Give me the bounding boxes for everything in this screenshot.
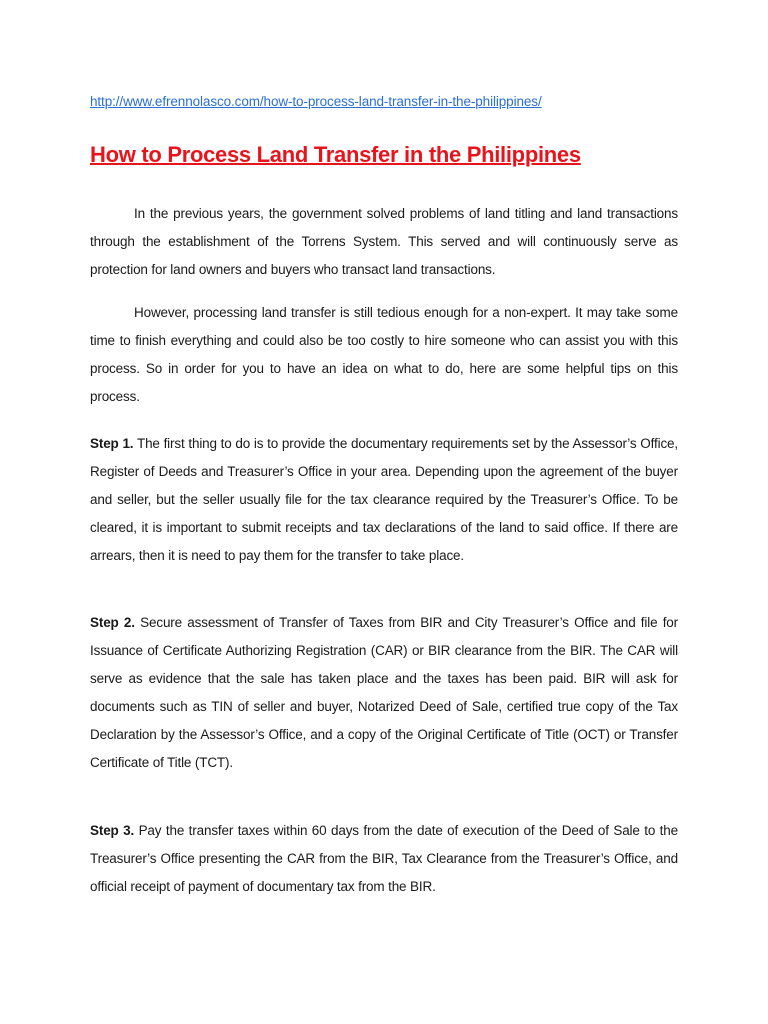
step-2-paragraph: [90, 609, 678, 777]
step-3-label: Step 3.: [90, 823, 135, 838]
step-2-text: Secure assessment of Transfer of Taxes from BIR and City Treasurer’s Office and file for Issuance of Certificate Authorizing Registration (CAR) or BIR clearance from the BIR. The CAR will serve as evidence that the sale has taken place and the taxes has been paid. BIR will ask for documents such as TIN of seller and buyer, Notarized Deed of Sale, certified true copy of the Tax Declaration by the Assessor’s Office, and a copy of the Original Certificate of Title (OCT) or Transfer Certificate of Title (TCT).: [90, 615, 679, 770]
intro-paragraph-1: In the previous years, the government solved problems of land titling and land transactions through the establishment of the Torrens System. This served and will continuously serve as protection for land owners and buyers who transact land transactions.: [90, 206, 678, 277]
step-1-paragraph: [90, 430, 678, 570]
intro-paragraph-2: However, processing land transfer is still tedious enough for a non-expert. It may take some time to finish everything and could also be too costly to hire someone who can assist you with this process. So in order for you to have an idea on what to do, here are some helpful tips on this process.: [90, 305, 678, 404]
step-1-label: Step 1.: [90, 436, 134, 451]
source-url-link[interactable]: http://www.efrennolasco.com/how-to-process-land-transfer-in-the-philippines/: [90, 94, 542, 109]
step-1-text: The first thing to do is to provide the documentary requirements set by the Assessor’s Office, Register of Deeds and Treasurer’s Office in your area. Depending upon the agreement of the buyer and seller, but the seller usually file for the tax clearance required by the Treasurer’s Office. To be cleared, it is important to submit receipts and tax declarations of the land to said office. If there are arrears, then it is need to pay them for the transfer to take place.: [90, 436, 678, 563]
document-title: How to Process Land Transfer in the Philippines: [90, 142, 581, 167]
step-3-text: Pay the transfer taxes within 60 days from the date of execution of the Deed of Sale to the Treasurer’s Office presenting the CAR from the BIR, Tax Clearance from the Treasurer’s Office, and official receipt of payment of documentary tax from the BIR.: [90, 823, 678, 894]
step-3-paragraph: [90, 817, 678, 901]
step-2-label: Step 2.: [90, 615, 135, 630]
